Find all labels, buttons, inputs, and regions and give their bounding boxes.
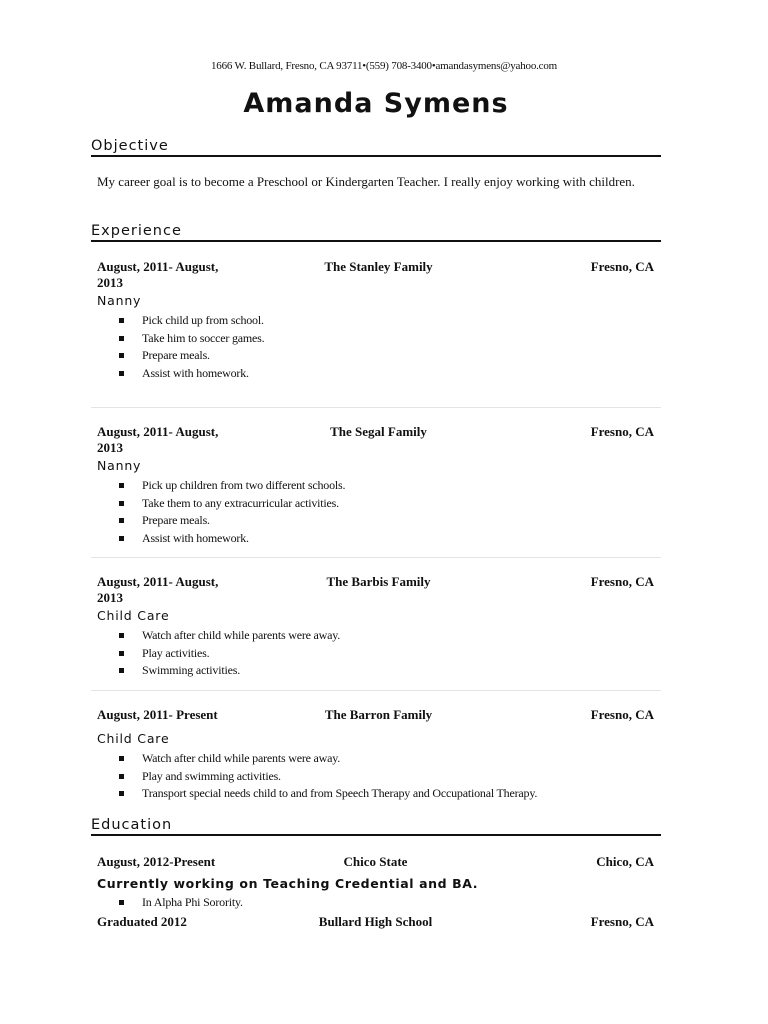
square-bullet-icon bbox=[119, 774, 124, 779]
education-location: Chico, CA bbox=[596, 854, 654, 869]
list-item: Pick up children from two different schools. bbox=[118, 477, 661, 495]
square-bullet-icon bbox=[119, 371, 124, 376]
education-location: Fresno, CA bbox=[590, 914, 654, 929]
job-location: Fresno, CA bbox=[590, 574, 654, 589]
contact-line: 1666 W. Bullard, Fresno, CA 93711•(559) 708-3400•amandasymens@yahoo.com bbox=[210, 60, 558, 72]
list-item: Take him to soccer games. bbox=[118, 330, 661, 348]
list-item: Prepare meals. bbox=[118, 347, 661, 365]
list-item: Assist with homework. bbox=[118, 530, 661, 548]
job-location: Fresno, CA bbox=[590, 707, 654, 722]
square-bullet-icon bbox=[119, 501, 124, 506]
job-duties-list bbox=[91, 477, 661, 547]
job-duties-list bbox=[91, 750, 661, 803]
list-item: Pick child up from school. bbox=[118, 312, 661, 330]
list-item: Play and swimming activities. bbox=[118, 768, 661, 786]
square-bullet-icon bbox=[119, 633, 124, 638]
square-bullet-icon bbox=[119, 791, 124, 796]
job-entry-segal bbox=[91, 424, 661, 558]
job-date: August, 2011- Present bbox=[97, 707, 218, 722]
job-role: Child Care bbox=[97, 731, 170, 746]
job-date: August, 2011- August, 2013 bbox=[97, 424, 219, 455]
education-date: Graduated 2012 bbox=[97, 914, 187, 929]
square-bullet-icon bbox=[119, 353, 124, 358]
square-bullet-icon bbox=[119, 900, 124, 905]
applicant-name: Amanda Symens bbox=[243, 88, 509, 119]
list-item: Play activities. bbox=[118, 645, 661, 663]
job-role: Child Care bbox=[97, 608, 170, 623]
square-bullet-icon bbox=[119, 518, 124, 523]
job-employer: The Segal Family bbox=[330, 424, 427, 439]
job-employer: The Barbis Family bbox=[326, 574, 431, 589]
job-entry-stanley bbox=[91, 259, 661, 408]
education-entry-bullard bbox=[91, 914, 661, 934]
list-item: Take them to any extracurricular activities. bbox=[118, 495, 661, 513]
job-employer: The Barron Family bbox=[324, 707, 433, 722]
list-item: Assist with homework. bbox=[118, 365, 661, 383]
list-item: In Alpha Phi Sorority. bbox=[118, 894, 661, 912]
education-heading: Education bbox=[91, 817, 661, 836]
job-location: Fresno, CA bbox=[590, 424, 654, 439]
square-bullet-icon bbox=[119, 536, 124, 541]
list-item: Prepare meals. bbox=[118, 512, 661, 530]
education-entry-chico bbox=[91, 854, 661, 874]
experience-heading: Experience bbox=[91, 223, 661, 242]
square-bullet-icon bbox=[119, 651, 124, 656]
square-bullet-icon bbox=[119, 483, 124, 488]
education-activities-list bbox=[91, 894, 661, 912]
education-program: Currently working on Teaching Credential and BA. bbox=[97, 876, 479, 891]
job-duties-list bbox=[91, 312, 661, 382]
list-item: Transport special needs child to and from Speech Therapy and Occupational Therapy. bbox=[118, 785, 661, 803]
job-entry-barbis bbox=[91, 574, 661, 691]
job-role: Nanny bbox=[97, 458, 142, 473]
square-bullet-icon bbox=[119, 336, 124, 341]
square-bullet-icon bbox=[119, 668, 124, 673]
education-school: Bullard High School bbox=[318, 914, 433, 929]
job-role: Nanny bbox=[97, 293, 142, 308]
education-school: Chico State bbox=[343, 854, 408, 869]
job-employer: The Stanley Family bbox=[324, 259, 433, 274]
square-bullet-icon bbox=[119, 756, 124, 761]
education-date: August, 2012-Present bbox=[97, 854, 216, 869]
job-duties-list bbox=[91, 627, 661, 680]
job-date: August, 2011- August, 2013 bbox=[97, 574, 219, 605]
job-location: Fresno, CA bbox=[590, 259, 654, 274]
objective-heading: Objective bbox=[91, 138, 661, 157]
job-date: August, 2011- August, 2013 bbox=[97, 259, 219, 290]
list-item: Swimming activities. bbox=[118, 662, 661, 680]
list-item: Watch after child while parents were away. bbox=[118, 627, 661, 645]
job-entry-barron bbox=[91, 707, 661, 807]
objective-text: My career goal is to become a Preschool or Kindergarten Teacher. I really enjoy working with children. bbox=[97, 174, 635, 189]
list-item: Watch after child while parents were away. bbox=[118, 750, 661, 768]
square-bullet-icon bbox=[119, 318, 124, 323]
education-activities bbox=[91, 892, 661, 912]
